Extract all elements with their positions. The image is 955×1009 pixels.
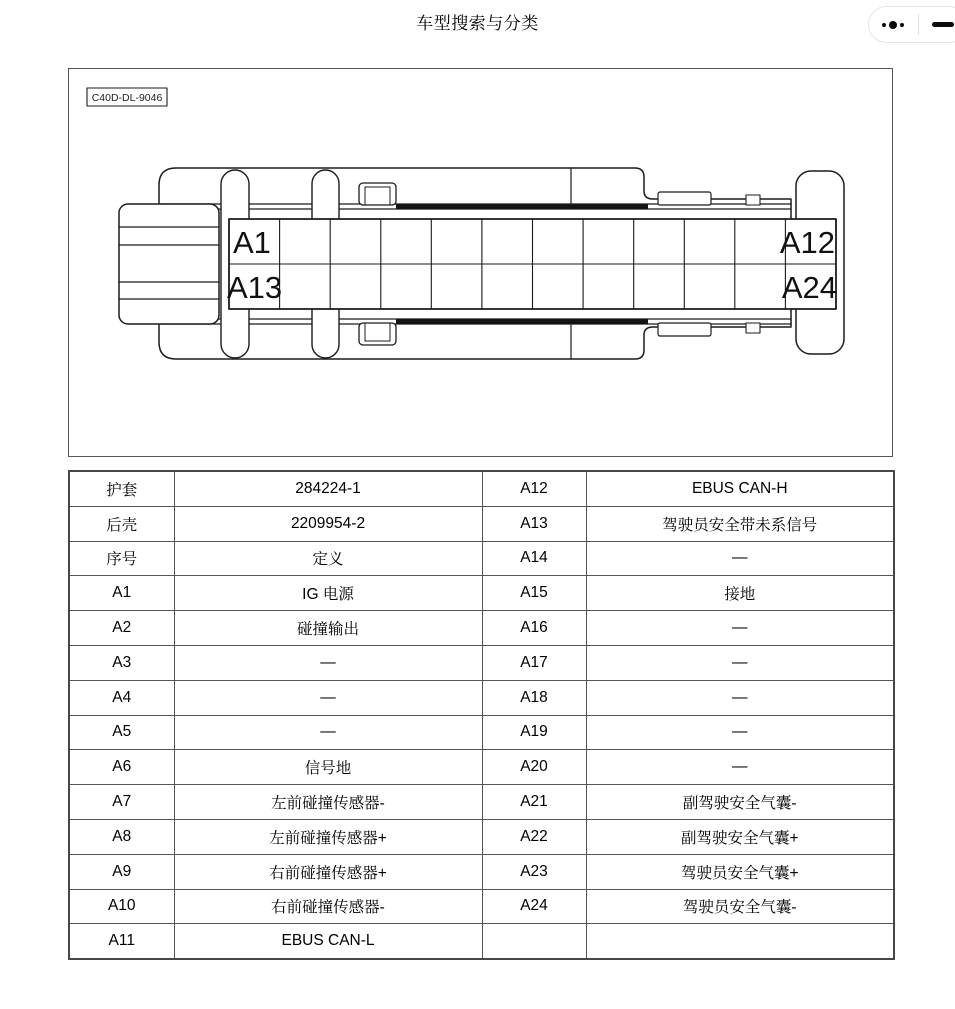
pin-id-cell: A24	[482, 889, 586, 924]
pin-id-cell: A8	[69, 819, 174, 854]
more-icon	[882, 21, 904, 29]
bump-top	[658, 192, 711, 205]
pin-id-cell: 后壳	[69, 506, 174, 541]
pin-id-cell: A17	[482, 645, 586, 680]
pin-definition-cell: EBUS CAN-H	[586, 471, 894, 506]
pin-definition-cell: —	[174, 680, 482, 715]
pin-definition-cell: 284224-1	[174, 471, 482, 506]
notch-bottom	[746, 323, 760, 333]
pin-table-body	[69, 471, 894, 959]
more-button[interactable]	[869, 7, 918, 42]
pin-id-cell: A2	[69, 611, 174, 646]
table-row	[69, 576, 894, 611]
pin-definition-cell: 副驾驶安全气囊-	[586, 785, 894, 820]
table-row	[69, 471, 894, 506]
pin-id-cell: A7	[69, 785, 174, 820]
pin-definition-cell: 驾驶员安全气囊+	[586, 854, 894, 889]
pin-definition-cell: 左前碰撞传感器-	[174, 785, 482, 820]
pin-definition-cell: 驾驶员安全带未系信号	[586, 506, 894, 541]
pin-id-cell: A10	[69, 889, 174, 924]
pin-id-cell: A5	[69, 715, 174, 750]
pin-id-cell: A12	[482, 471, 586, 506]
notch-top	[746, 195, 760, 205]
pin-definition-cell: —	[586, 645, 894, 680]
pin-id-cell: A11	[69, 924, 174, 959]
pin-id-cell: A1	[69, 576, 174, 611]
pin-id-cell: 序号	[69, 541, 174, 576]
part-code-label	[87, 88, 167, 106]
pin-definition-cell: 右前碰撞传感器+	[174, 854, 482, 889]
pin-id-cell: A14	[482, 541, 586, 576]
dot	[889, 21, 897, 29]
pin-definition-cell: —	[586, 750, 894, 785]
pin-id-cell: A13	[482, 506, 586, 541]
pin-id-cell: A9	[69, 854, 174, 889]
table-row	[69, 924, 894, 959]
dot	[882, 23, 886, 27]
table-row	[69, 715, 894, 750]
pin-id-cell: A3	[69, 645, 174, 680]
page-title: 车型搜索与分类	[416, 14, 539, 33]
minimize-button[interactable]	[919, 7, 955, 42]
table-row	[69, 819, 894, 854]
pin-label-a13: A13	[227, 270, 283, 305]
wire-entry-block	[119, 204, 219, 324]
pin-grid	[229, 219, 836, 309]
latch-bottom	[359, 323, 396, 345]
header-bar	[0, 0, 955, 48]
bump-bottom	[658, 323, 711, 336]
pin-id-cell: A6	[69, 750, 174, 785]
table-row	[69, 785, 894, 820]
table-row	[69, 854, 894, 889]
pin-label-a12: A12	[779, 225, 835, 260]
pin-id-cell: A15	[482, 576, 586, 611]
table-row	[69, 889, 894, 924]
pin-definition-cell: 信号地	[174, 750, 482, 785]
table-row	[69, 680, 894, 715]
connector-diagram	[69, 69, 891, 455]
pin-definition-cell: 副驾驶安全气囊+	[586, 819, 894, 854]
dot	[900, 23, 904, 27]
pin-id-cell	[482, 924, 586, 959]
pin-definition-cell: —	[586, 715, 894, 750]
pin-definition-cell: —	[586, 611, 894, 646]
connector-diagram-panel	[68, 68, 893, 457]
table-row	[69, 506, 894, 541]
table-row	[69, 541, 894, 576]
pin-definition-cell: 碰撞输出	[174, 611, 482, 646]
table-row	[69, 750, 894, 785]
pin-definition-cell: —	[586, 541, 894, 576]
pin-label-a24: A24	[781, 270, 837, 305]
pin-label-a1: A1	[233, 225, 271, 260]
pin-definition-cell: 接地	[586, 576, 894, 611]
pin-definition-cell: —	[174, 715, 482, 750]
latch-top	[359, 183, 396, 205]
pin-definition-cell: IG 电源	[174, 576, 482, 611]
pin-definition-table	[68, 470, 895, 960]
pin-definition-cell: 右前碰撞传感器-	[174, 889, 482, 924]
rail-shadow-top	[396, 205, 648, 210]
pin-id-cell: A23	[482, 854, 586, 889]
pin-id-cell: A4	[69, 680, 174, 715]
pin-definition-cell: 驾驶员安全气囊-	[586, 889, 894, 924]
pin-definition-cell: 左前碰撞传感器+	[174, 819, 482, 854]
table-row	[69, 611, 894, 646]
pin-definition-cell: 2209954-2	[174, 506, 482, 541]
window-controls-capsule	[868, 6, 955, 43]
pin-id-cell: A16	[482, 611, 586, 646]
minimize-icon	[932, 22, 954, 27]
pin-id-cell: A21	[482, 785, 586, 820]
pin-id-cell: A18	[482, 680, 586, 715]
pin-definition-cell: —	[586, 680, 894, 715]
pin-definition-cell	[586, 924, 894, 959]
pin-definition-cell: —	[174, 645, 482, 680]
pin-id-cell: A19	[482, 715, 586, 750]
table-row	[69, 645, 894, 680]
pin-id-cell: 护套	[69, 471, 174, 506]
part-code-text: C40D-DL-9046	[91, 92, 163, 104]
rail-shadow-bottom	[396, 319, 648, 325]
pin-id-cell: A20	[482, 750, 586, 785]
pin-definition-cell: EBUS CAN-L	[174, 924, 482, 959]
pin-id-cell: A22	[482, 819, 586, 854]
pin-definition-cell: 定义	[174, 541, 482, 576]
